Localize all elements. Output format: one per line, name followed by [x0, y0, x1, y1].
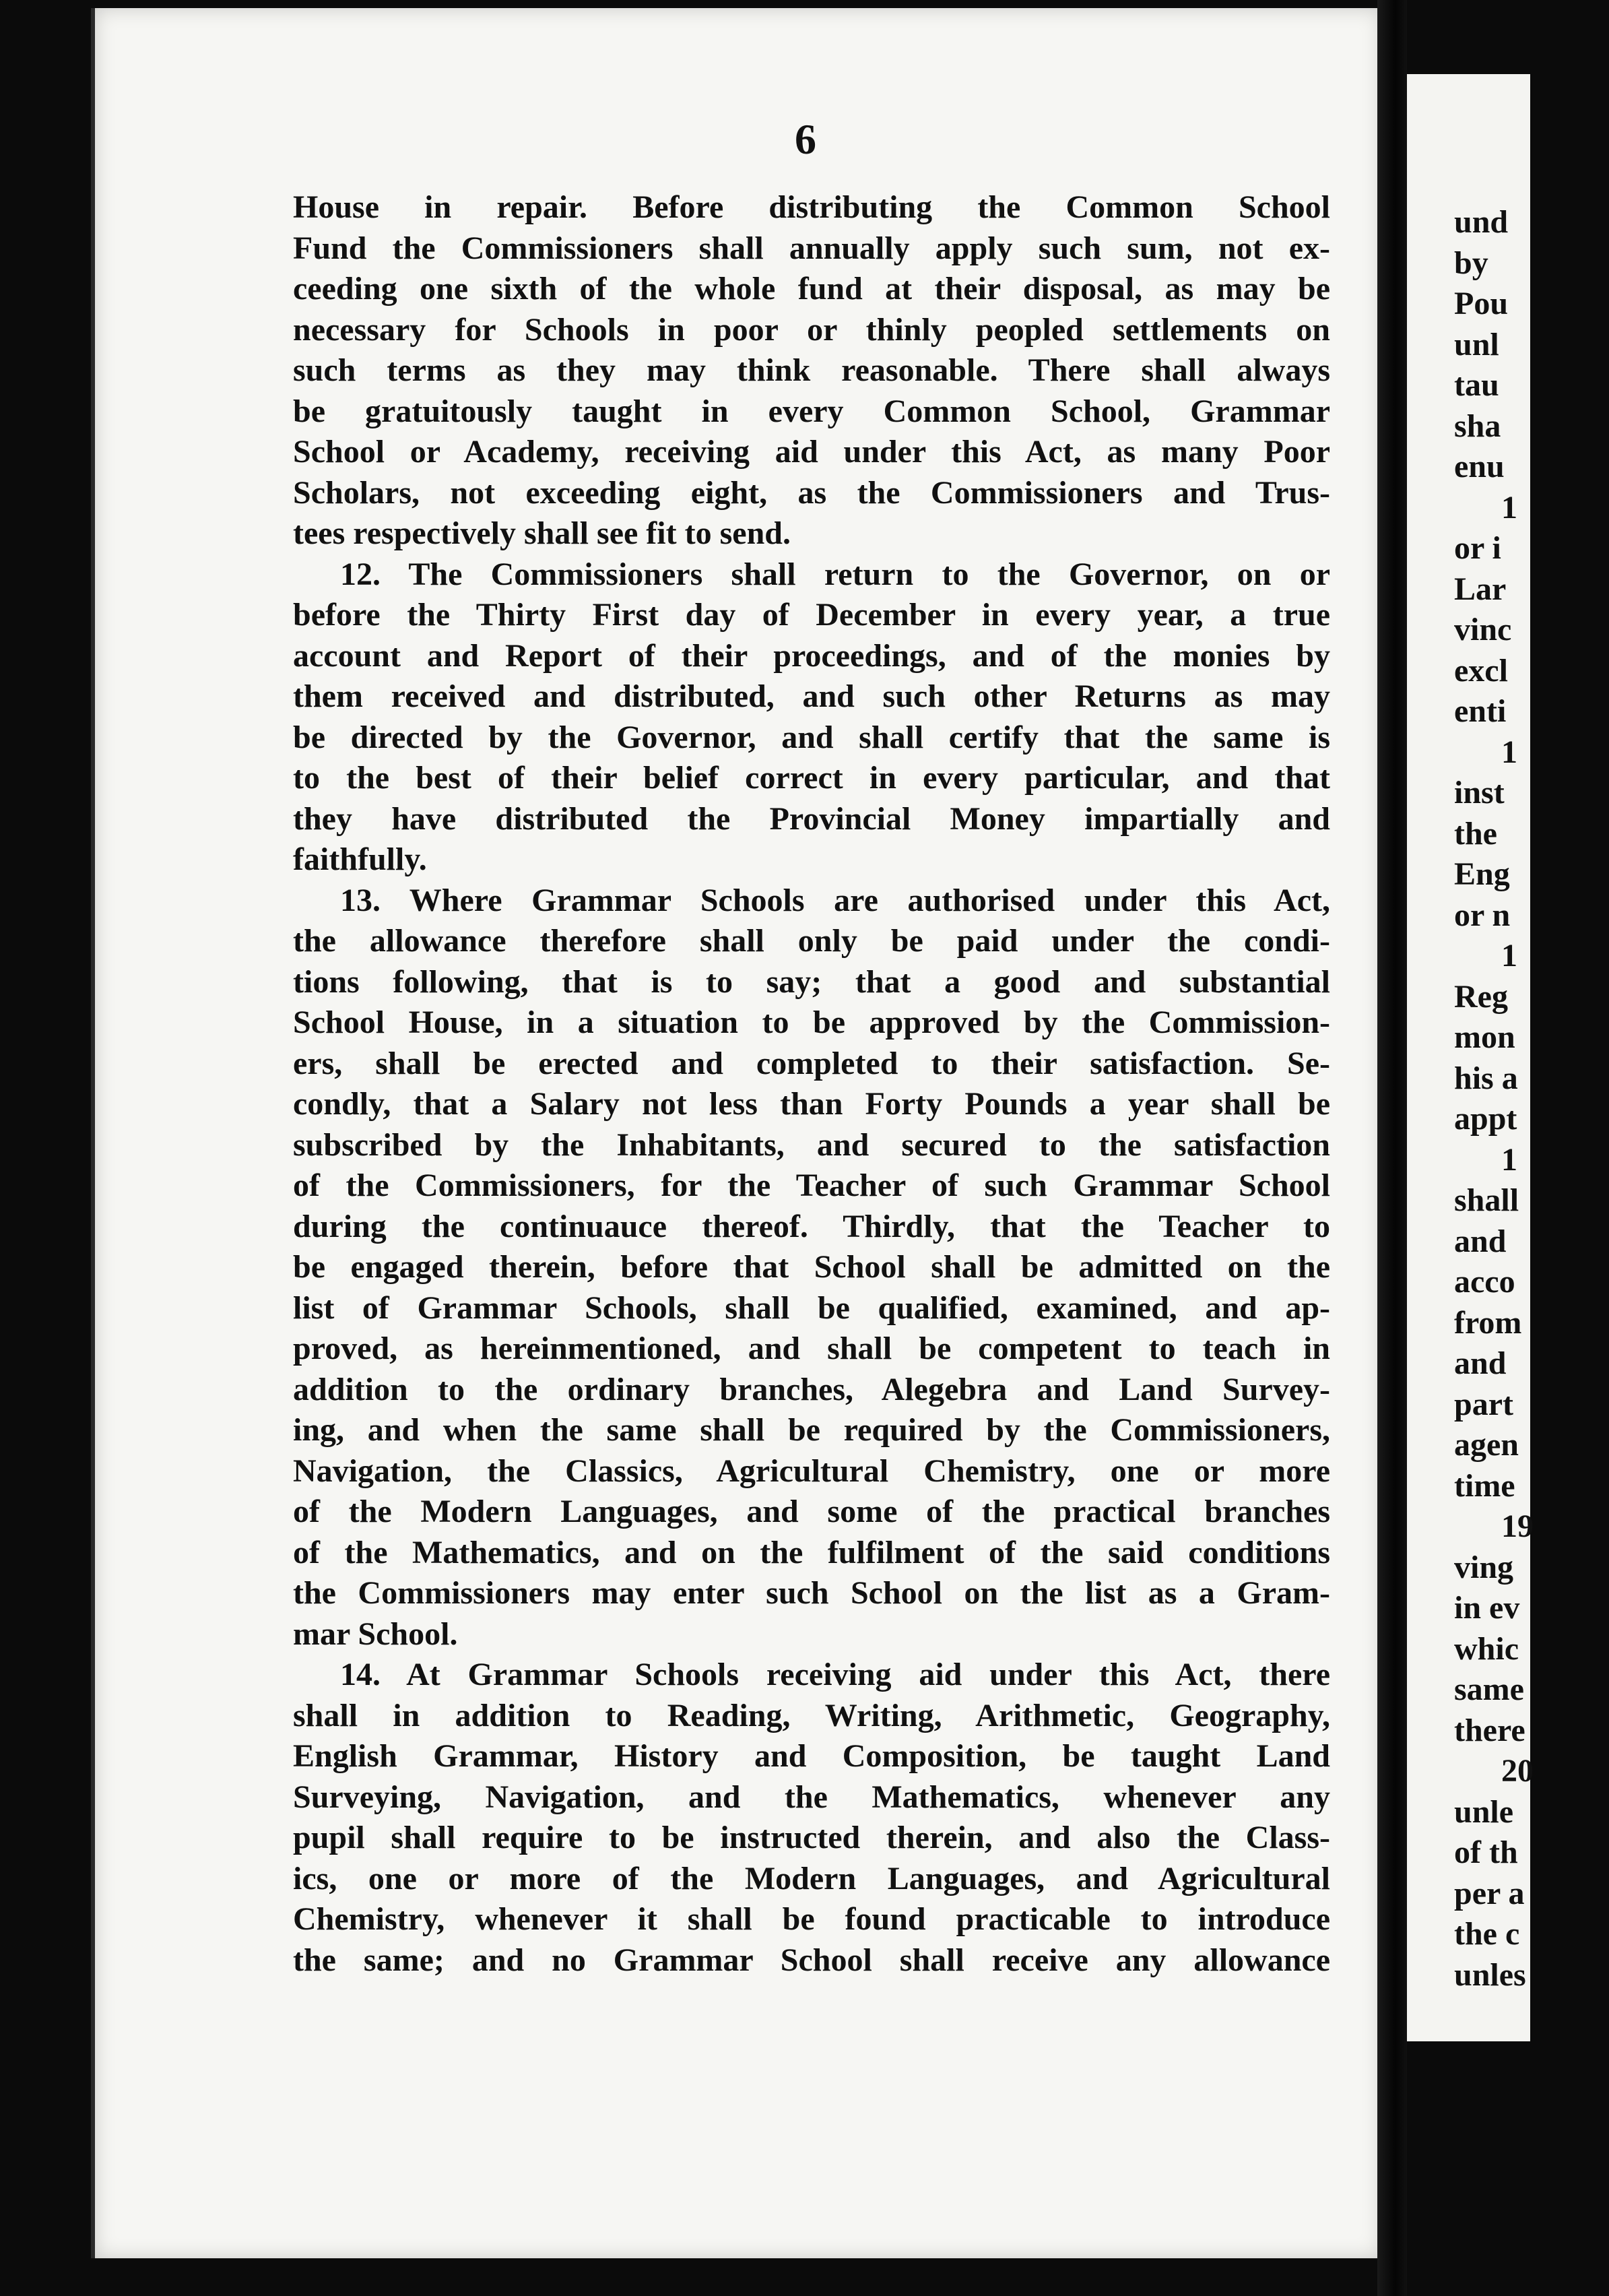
text-line: House in repair. Before distributing the Common School	[293, 189, 1330, 225]
text-line: necessary for Schools in poor or thinly peopled settlements on	[293, 311, 1330, 348]
text-line: be gratuitously taught in every Common School, Grammar	[293, 393, 1330, 429]
right-text-line: ving	[1454, 1549, 1514, 1585]
text-line: faithfully.	[293, 841, 427, 877]
text-line: tions following, that is to say; that a good and substantial	[293, 963, 1330, 1000]
text-line: ing, and when the same shall be required by the Commissioners,	[293, 1412, 1330, 1448]
text-line: subscribed by the Inhabitants, and secured to the satisfaction	[293, 1126, 1330, 1163]
text-line: proved, as hereinmentioned, and shall be competent to teach in	[293, 1331, 1330, 1366]
right-text-line: there	[1454, 1712, 1525, 1748]
text-line: ics, one or more of the Modern Languages, and Agricultural	[293, 1860, 1330, 1896]
right-text-line: 1	[1501, 734, 1517, 770]
right-text-line: enu	[1454, 449, 1505, 484]
right-text-line: the c	[1454, 1916, 1520, 1952]
text-line: of the Modern Languages, and some of the practical branches	[293, 1494, 1330, 1529]
right-text-line: and	[1454, 1345, 1507, 1381]
text-line: ceeding one sixth of the whole fund at their disposal, as may be	[293, 271, 1330, 307]
right-text-line: from	[1454, 1304, 1522, 1341]
right-text-line: time	[1454, 1467, 1515, 1504]
right-text-line: vinc	[1454, 612, 1512, 647]
right-page-fragment	[1407, 74, 1534, 2041]
text-line: School House, in a situation to be approved by the Commission-	[293, 1004, 1330, 1040]
right-text-line: 20	[1501, 1753, 1534, 1789]
right-text-line: or n	[1454, 897, 1511, 933]
right-text-line: in ev	[1454, 1590, 1520, 1626]
right-text-line: Reg	[1454, 978, 1508, 1015]
text-line: Chemistry, whenever it shall be found practicable to introduce	[293, 1901, 1330, 1937]
text-line: 12. The Commissioners shall return to the Governor, on or	[340, 556, 1330, 592]
text-line: the Commissioners may enter such School on the list as a Gram-	[293, 1575, 1330, 1611]
right-text-line: Pou	[1454, 286, 1509, 321]
right-text-line: sha	[1454, 408, 1501, 444]
right-text-line: agen	[1454, 1427, 1519, 1463]
text-line: they have distributed the Provincial Money impartially and	[293, 800, 1330, 837]
right-text-line: inst	[1454, 775, 1505, 810]
text-line: list of Grammar Schools, shall be qualified, examined, and ap-	[293, 1289, 1330, 1326]
text-line: be engaged therein, before that School shall be admitted on the	[293, 1249, 1330, 1285]
right-text-line: unl	[1454, 326, 1499, 362]
right-text-line: tau	[1454, 367, 1499, 403]
text-line: shall in addition to Reading, Writing, Arithmetic, Geography,	[293, 1697, 1330, 1733]
text-line: Navigation, the Classics, Agricultural Chemistry, one or more	[293, 1453, 1330, 1489]
text-line: the allowance therefore shall only be paid under the condi-	[293, 923, 1330, 959]
text-line: School or Academy, receiving aid under this Act, as many Poor	[293, 434, 1330, 470]
right-text-line: part	[1454, 1386, 1513, 1422]
text-line: Surveying, Navigation, and the Mathematics, whenever any	[293, 1779, 1330, 1815]
right-text-line: enti	[1454, 693, 1507, 729]
right-text-line: unles	[1454, 1956, 1526, 1993]
right-text-line: same	[1454, 1671, 1524, 1707]
right-text-line: of th	[1454, 1835, 1518, 1870]
text-line: them received and distributed, and such other Returns as may	[293, 678, 1330, 714]
text-line: the same; and no Grammar School shall receive any allowance	[293, 1942, 1330, 1978]
right-text-line: 1	[1501, 1141, 1517, 1178]
text-line: English Grammar, History and Composition, be taught Land	[293, 1738, 1330, 1774]
right-text-line: mon	[1454, 1019, 1515, 1055]
text-line: to the best of their belief correct in every particular, and that	[293, 760, 1330, 796]
right-text-line: excl	[1454, 652, 1508, 689]
text-line: 13. Where Grammar Schools are authorised under this Act,	[340, 882, 1330, 918]
right-text-line: Lar	[1454, 571, 1507, 607]
text-line: before the Thirty First day of December in every year, a true	[293, 597, 1330, 633]
right-text-line: 1	[1501, 489, 1517, 525]
right-text-line: per a	[1454, 1875, 1525, 1911]
right-page-text	[1407, 202, 1609, 1996]
text-line: mar School.	[293, 1616, 458, 1652]
text-line: of the Commissioners, for the Teacher of such Grammar School	[293, 1168, 1330, 1203]
text-line: Fund the Commissioners shall annually apply such sum, not ex-	[293, 230, 1330, 266]
text-line: 14. At Grammar Schools receiving aid under this Act, there	[340, 1657, 1330, 1692]
text-line: addition to the ordinary branches, Alegebra and Land Survey-	[293, 1371, 1330, 1407]
text-line: Scholars, not exceeding eight, as the Commissioners and Trus-	[293, 474, 1330, 511]
right-text-line: appt	[1454, 1101, 1517, 1137]
right-text-line: shall	[1454, 1182, 1519, 1218]
right-text-line: 1	[1501, 938, 1517, 974]
right-text-line: and	[1454, 1223, 1507, 1259]
book-gutter	[1377, 0, 1407, 2296]
right-text-line: und	[1454, 204, 1509, 240]
text-line: be directed by the Governor, and shall certify that the same is	[293, 719, 1330, 755]
right-text-line: Eng	[1454, 856, 1510, 892]
body-text	[293, 187, 1330, 1981]
right-text-line: the	[1454, 815, 1497, 852]
right-text-line: by	[1454, 245, 1488, 281]
page-number: 6	[795, 115, 816, 163]
text-line: pupil shall require to be instructed therein, and also the Class-	[293, 1820, 1330, 1855]
right-text-line: acco	[1454, 1264, 1515, 1300]
text-line: account and Report of their proceedings, and of the monies by	[293, 637, 1330, 674]
text-line: of the Mathematics, and on the fulfilment of the said conditions	[293, 1534, 1330, 1570]
text-line: during the continuauce thereof. Thirdly, that the Teacher to	[293, 1208, 1330, 1244]
text-line: tees respectively shall see fit to send.	[293, 515, 791, 551]
text-line: such terms as they may think reasonable. There shall always	[293, 352, 1330, 388]
right-text-line: or i	[1454, 530, 1501, 566]
text-line: condly, that a Salary not less than Forty Pounds a year shall be	[293, 1086, 1330, 1122]
right-text-line: whic	[1454, 1630, 1519, 1667]
right-text-line: unle	[1454, 1793, 1514, 1830]
text-line: ers, shall be erected and completed to their satisfaction. Se-	[293, 1045, 1330, 1081]
right-text-line: his a	[1454, 1060, 1518, 1096]
right-text-line: 19	[1501, 1508, 1534, 1544]
